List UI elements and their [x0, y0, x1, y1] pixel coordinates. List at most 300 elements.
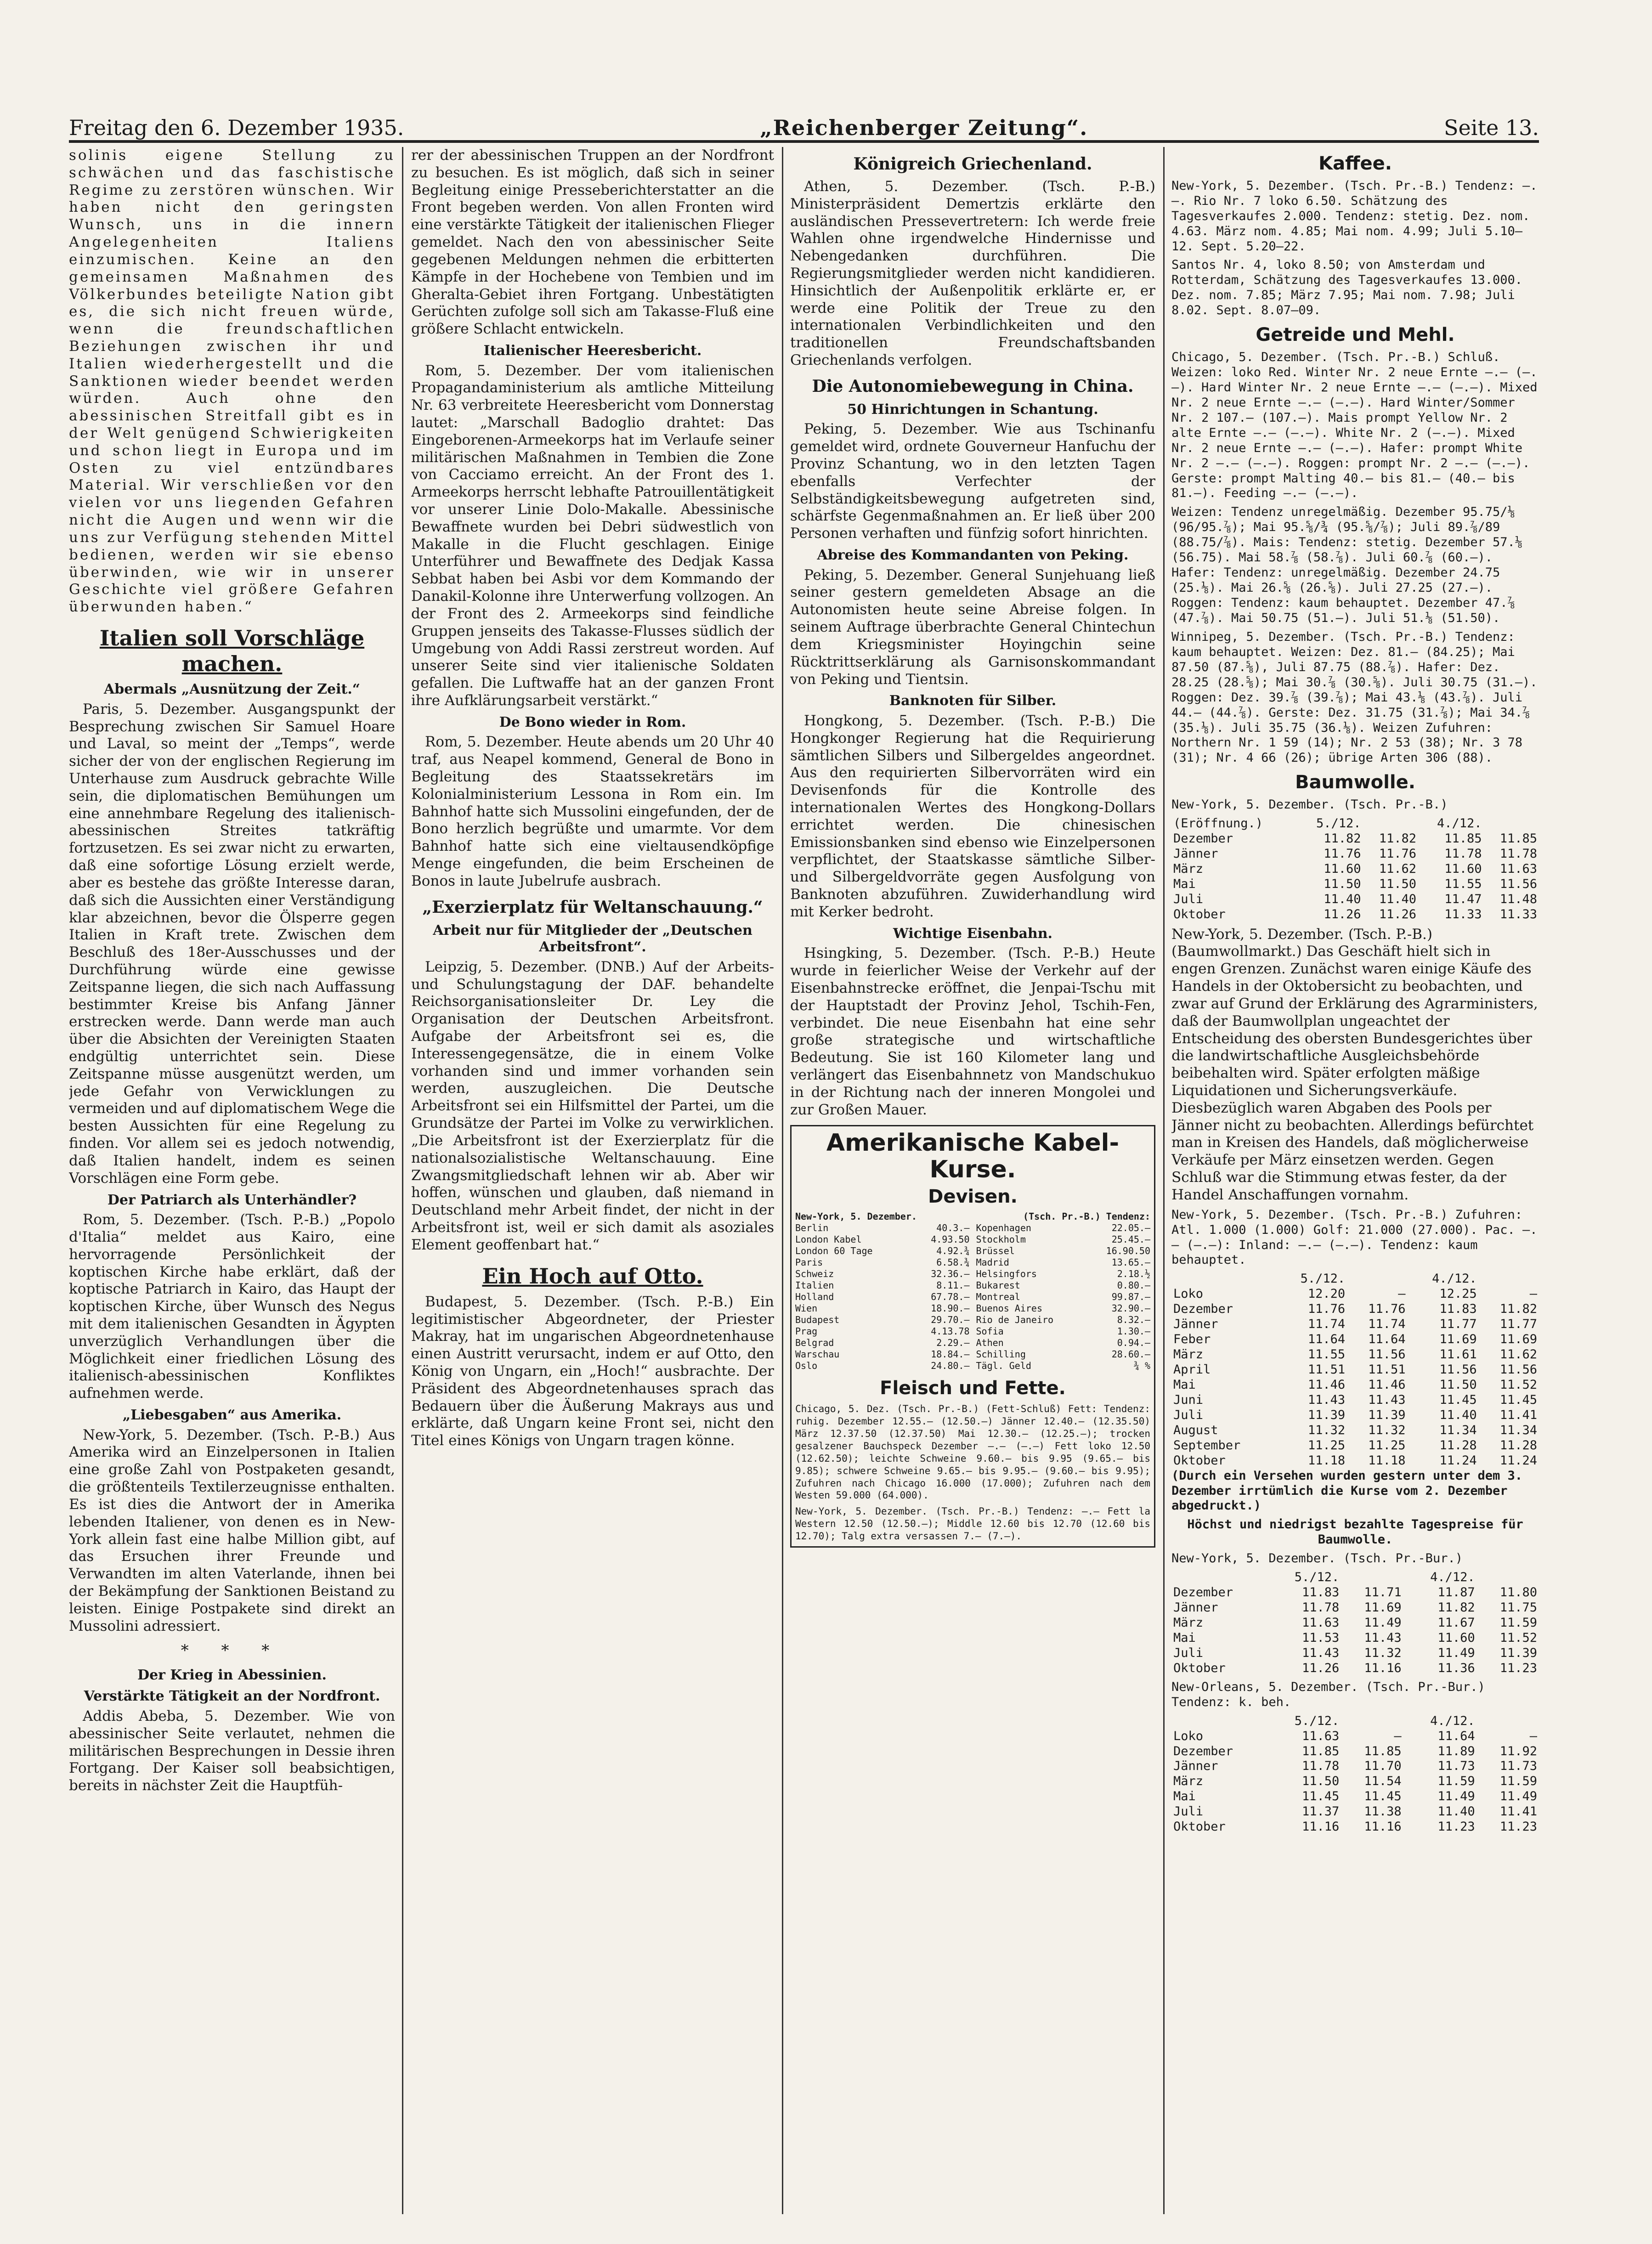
price-row: [1171, 1393, 1539, 1408]
rate-currency: Berlin: [795, 1222, 829, 1233]
price-month: Oktober: [1173, 907, 1226, 921]
price-value: 11.59: [1499, 1774, 1537, 1789]
price-row: [1171, 1744, 1539, 1759]
price-table: [1171, 1714, 1539, 1835]
price-value: [1341, 1570, 1403, 1585]
rate-value: 67.78.—: [931, 1291, 970, 1302]
article-paragraph: Hongkong, 5. Dezember. (Tsch. P.-B.) Die Hongkonger Regierung hat die Requirierung sämtlichen Silbers und Silbergeldes angeordnet. Aus den requirierten Silbervorräten wird ein Devisenfonds für die Kontrolle des internationalen Wertes des Hongkong-Dollars errichtet werden. Die chinesischen Emissionsbanken sind ebenso wie Einzelpersonen verpflichtet, der Staatskasse sämtliche Silber- und Silbergeldvorräte gegen Ausfolgung von Banknoten abzuführen. Zuwiderhandlung wird mit Kerker bedroht.: [790, 712, 1155, 920]
rate-value: 99.87.—: [1111, 1291, 1150, 1302]
article-paragraph: Budapest, 5. Dezember. (Tsch. P.-B.) Ein legitimistischer Abgeordneter, der Priester Makray, hat im ungarischen Abgeordnetenhause einen Austritt verursacht, indem er auf Otto, den König von Ungarn, ein „Hoch!“ ausbrachte. Der Präsident des Abgeordnetenhauses sprach das Bedauern über die Äußerung Makrays aus und erklärte, daß Ungarn keine Front sei, nicht den Titel eines Königs von Ungarn tragen könne.: [411, 1293, 774, 1449]
rate-row: [795, 1280, 970, 1291]
market-report: Winnipeg, 5. Dezember. (Tsch. Pr.-B.) Tendenz: kaum behauptet. Weizen: Dez. 81.— (84.25); Mai 87.50 (87.⅝), Juli 87.75 (88.⅞). Hafer: Dez. 28.25 (28.⅝); Mai 30.⅞ (30.⅝). Juli 30.75 (31.—). Roggen: Dez. 39.⅞ (39.⅞); Mai 43.⅛ (43.⅞). Juli 44.— (44.⅞). Gerste: Dez. 31.75 (31.⅞); Mai 34.⅞ (35.⅛). Juli 35.75 (36.⅛). Weizen Zufuhren: Northern Nr. 1 59 (14); Nr. 2 53 (38); Nr. 3 78 (31); Nr. 4 66 (26); übrige Arten 306 (88).: [1171, 629, 1538, 765]
price-value: 11.64: [1307, 1332, 1346, 1347]
article-paragraph: Rom, 5. Dezember. Der vom italienischen Propagandaministerium als amtliche Mitteilung Nr. 63 verbreitete Heeresbericht vom Donnerstag lautet: „Marschall Badoglio drahtet: Das Eingeborenen-Armeekorps hat im Verlaufe seiner militärischen Maßnahmen in Tembien die Zone von Cacciamo erreicht. An der Front des 1. Armeekorps herrscht lebhafte Patrouillentätigkeit vor unserer Linie Dolo-Makalle. Abessinische Bewaffnete wurden bei Debri südwestlich von Makalle in die Flucht geschlagen. Einige Unterführer und Bewaffnete des Dedjak Kassa Sebbat haben bei Asbi vor dem Kommando der Danakil-Kolonne ihre Unterwerfung vollzogen. An der Front des 2. Armeekorps sind feindliche Gruppen jenseits des Takasse-Flusses südlich der Umgebung von Addi Rassi zerstreut worden. Auf unserer Seite sind vier italienische Soldaten gefallen. Die Luftwaffe hat an der ganzen Front ihre Aufklärungsarbeit verstärkt.“: [411, 362, 774, 709]
rate-currency: Wien: [795, 1302, 818, 1314]
rate-currency: London 60 Tage: [795, 1245, 873, 1256]
rate-row: [795, 1257, 970, 1268]
price-value: 11.63: [1301, 1616, 1340, 1630]
rates-table: [795, 1211, 1150, 1372]
rate-row: [976, 1314, 1151, 1326]
price-value: 11.18: [1307, 1453, 1346, 1468]
price-value: 11.33: [1499, 907, 1537, 921]
price-value: 11.28: [1499, 1438, 1537, 1453]
price-value: 11.87: [1437, 1585, 1475, 1600]
price-month: Juli: [1173, 1407, 1204, 1422]
price-month: Loko: [1173, 1729, 1204, 1743]
rate-value: 29.70.—: [931, 1314, 970, 1325]
price-value: —: [1398, 1287, 1406, 1301]
header-page-number: Seite 13.: [1444, 115, 1539, 140]
price-month: [1171, 1272, 1276, 1287]
price-value: 4./12.: [1432, 1272, 1477, 1286]
headline: Ein Hoch auf Otto.: [482, 1263, 703, 1289]
rate-row: [795, 1314, 970, 1326]
article-paragraph: Peking, 5. Dezember. Wie aus Tschinanfu gemeldet wird, ordnete Gouverneur Hanfuchu der Provinz Schantung, wo in den letzten Tagen ebenfalls Verfechter der Selbständigkeitsbewegung aufgetreten sind, schärfste Gegenmaßnahmen an. Er ließ über 200 Personen verhaften und fünfzig sofort hinrichten.: [790, 421, 1155, 542]
header-date: Freitag den 6. Dezember 1935.: [69, 115, 404, 140]
price-month: Oktober: [1173, 1453, 1226, 1468]
price-value: 11.82: [1324, 831, 1361, 846]
price-month: März: [1173, 1774, 1204, 1789]
rate-row: [976, 1268, 1151, 1280]
price-value: 11.80: [1499, 1585, 1537, 1600]
rate-row: [795, 1303, 970, 1314]
price-value: 11.69: [1439, 1332, 1477, 1347]
price-value: 11.39: [1307, 1407, 1346, 1422]
price-value: —: [1394, 1729, 1402, 1743]
rate-value: 1.30.—: [1117, 1325, 1150, 1337]
rate-value: 25.45.—: [1111, 1233, 1150, 1245]
price-row: [1171, 1729, 1539, 1744]
price-month: Loko: [1173, 1287, 1204, 1301]
market-report: Weizen: Tendenz unregelmäßig. Dezember 95.75/⅛ (96/95.⅞); Mai 95.⅝/¾ (95.⅝/⅞); Juli 89.⅞/89 (88.75/⅞). Mais: Tendenz: stetig. Dezember 57.⅛ (56.75). Mai 58.⅞ (58.⅞). Juli 60.⅞ (60.—). Hafer: Tendenz: unregelmäßig. Dezember 24.75 (25.⅛). Mai 26.⅝ (26.⅝). Juli 27.25 (27.—). Roggen: Tendenz: kaum behauptet. Dezember 47.⅞ (47.⅞). Mai 50.75 (51.—). Juli 51.⅛ (51.50).: [1171, 505, 1523, 625]
price-value: 11.70: [1364, 1759, 1402, 1774]
rate-row: [795, 1234, 970, 1245]
rate-row: [976, 1257, 1151, 1268]
price-row: [1171, 1362, 1539, 1378]
price-value: 11.49: [1499, 1789, 1537, 1804]
price-value: 12.20: [1307, 1287, 1346, 1301]
rate-currency: Budapest: [795, 1314, 840, 1325]
price-month: Juni: [1173, 1392, 1204, 1407]
price-value: 11.64: [1437, 1729, 1475, 1743]
price-value: 11.50: [1301, 1774, 1340, 1789]
rate-currency: Schilling: [976, 1348, 1026, 1360]
column-3: [790, 147, 1155, 2214]
price-row: [1171, 816, 1539, 831]
price-value: 11.50: [1324, 876, 1361, 891]
market-report: New-York, 5. Dezember. (Tsch. Pr.-B.) Zufuhren: Atl. 1.000 (1.000) Golf: 21.000 (27.000). Pac. —.— (—.—): Inland: —.— (—.—). Tendenz: kaum behauptet.: [1171, 1207, 1538, 1267]
price-value: 11.85: [1499, 831, 1537, 846]
price-value: 11.45: [1301, 1789, 1340, 1804]
price-value: 11.41: [1499, 1804, 1537, 1819]
rate-row: [976, 1337, 1151, 1349]
price-value: 11.25: [1307, 1438, 1346, 1453]
price-month: August: [1173, 1423, 1218, 1437]
newspaper-page: [69, 99, 1539, 2221]
price-value: 11.67: [1437, 1616, 1475, 1630]
price-value: 11.56: [1499, 1362, 1537, 1377]
price-month: Jänner: [1173, 846, 1218, 861]
rate-row: [795, 1337, 970, 1349]
rate-value: 4.13.78: [931, 1325, 970, 1337]
rate-value: 8.11.—: [936, 1279, 970, 1291]
price-value: 5./12.: [1300, 1272, 1346, 1286]
price-value: 11.64: [1368, 1332, 1406, 1347]
price-value: 11.61: [1439, 1347, 1477, 1362]
price-month: April: [1173, 1362, 1211, 1377]
price-value: 11.55: [1444, 876, 1482, 891]
price-row: [1171, 1570, 1539, 1585]
price-row: [1171, 1423, 1539, 1438]
price-row: [1171, 1378, 1539, 1393]
rate-currency: Oslo: [795, 1360, 818, 1371]
price-month: Dezember: [1173, 1302, 1233, 1317]
rate-value: 32.90.—: [1111, 1302, 1150, 1314]
rate-value: 28.60.—: [1111, 1348, 1150, 1360]
price-value: 11.40: [1439, 1407, 1477, 1422]
price-month: Mai: [1173, 1377, 1196, 1392]
page-header: [69, 99, 1539, 143]
rate-row: [795, 1360, 970, 1372]
rate-value: 0.94.—: [1117, 1337, 1150, 1348]
price-month: Dezember: [1173, 1744, 1233, 1758]
price-value: 11.69: [1499, 1332, 1537, 1347]
price-value: 11.62: [1379, 861, 1417, 876]
rate-value: 24.80.—: [931, 1360, 970, 1371]
price-month: (Eröffnung.): [1173, 816, 1263, 831]
rate-value: 13.65.—: [1111, 1256, 1150, 1268]
headline: Wichtige Eisenbahn.: [893, 925, 1052, 942]
price-value: 11.40: [1324, 892, 1361, 906]
price-row: [1171, 1774, 1539, 1789]
price-month: Mai: [1173, 1789, 1196, 1804]
price-value: 4./12.: [1430, 1570, 1475, 1585]
price-value: 11.39: [1499, 1645, 1537, 1660]
price-row: [1171, 1804, 1539, 1820]
price-value: 11.45: [1364, 1789, 1402, 1804]
price-row: [1171, 847, 1539, 862]
price-value: 11.92: [1499, 1744, 1537, 1758]
rate-row: [976, 1280, 1151, 1291]
price-month: Jänner: [1173, 1317, 1218, 1332]
rate-value: 32.36.—: [931, 1268, 970, 1279]
price-table: [1171, 1570, 1539, 1676]
price-value: 11.43: [1301, 1645, 1340, 1660]
rate-value: 16.90.50: [1106, 1245, 1150, 1256]
market-report: New-York, 5. Dezember. (Tsch. P.-B.) (Baumwollmarkt.) Das Geschäft hielt sich in engen Grenzen. Zunächst waren einige Käufe des Handels in der Oktobersicht zu beobachten, und zwar auf Grund der Erklärung des Agrarministers, daß der Baumwollplan ungeachtet der Entscheidung des obersten Bundesgerichtes über die landwirtschaftliche Ausgleichsbehörde beibehalten wird. Später erfolgten mäßige Liquidationen und Sicherungsverkäufe. Diesbezüglich waren Abgaben des Pools per Jänner nicht zu beobachten. Allerdings befürchtet man in Kreisen des Handels, daß möglicherweise Verkäufe per März einsetzen werden. Gegen Schluß war die Stimmung etwas fester, da der Handel Anschaffungen vornahm.: [1171, 926, 1538, 1203]
meat-headline: Fleisch und Fette.: [880, 1377, 1066, 1399]
market-report: New-Orleans, 5. Dezember. (Tsch. Pr.-Bur.) Tendenz: k. beh.: [1171, 1679, 1485, 1709]
article-paragraph: Rom, 5. Dezember. (Tsch. P.-B.) „Popolo d'Italia“ meldet aus Kairo, eine hervorragende Persönlichkeit der koptischen Kirche habe erklärt, daß der koptische Patriarch in Kairo, das Haupt der koptischen Kirche, über Wunsch des Negus mit dem italienischen Gesandten in Ägypten unverzüglich Verhandlungen über die Möglichkeit einer friedlichen Lösung des italienisch-abessinischen Konfliktes aufnehmen werde.: [69, 1211, 395, 1402]
price-value: 11.78: [1301, 1600, 1340, 1615]
price-row: [1171, 1585, 1539, 1600]
price-value: 11.18: [1368, 1453, 1406, 1468]
rates-subtitle: Devisen.: [928, 1186, 1018, 1207]
price-row: [1171, 1714, 1539, 1729]
rate-currency: Madrid: [976, 1256, 1009, 1268]
price-value: 11.32: [1364, 1645, 1402, 1660]
headline: Königreich Griechenland.: [853, 154, 1092, 174]
market-report: Chicago, 5. Dezember. (Tsch. Pr.-B.) Schluß. Weizen: loko Red. Winter Nr. 2 neue Ernte —.— (—.—). Hard Winter Nr. 2 neue Ernte —.— (—.—). Mixed Nr. 2 neue Ernte —.— (—.—). Hard Winter/Sommer Nr. 2 107.— (107.—). Mais prompt Yellow Nr. 2 alte Ernte —.— (—.—). White Nr. 2 (—.—). Mixed Nr. 2 neue Ernte —.— (—.—). Hafer: prompt White Nr. 2 —.— (—.—). Roggen: prompt Nr. 2 —.— (—.—). Gerste: prompt Malting 40.— bis 81.— (40.— bis 81.—). Feeding —.— (—.—).: [1171, 350, 1538, 501]
rate-currency: Belgrad: [795, 1337, 834, 1348]
rate-currency: London Kabel: [795, 1233, 862, 1245]
price-value: 11.45: [1499, 1392, 1537, 1407]
price-value: 11.34: [1439, 1423, 1477, 1437]
headline: Der Patriarch als Unterhändler?: [107, 1192, 357, 1208]
price-value: 11.82: [1437, 1600, 1475, 1615]
price-month: Oktober: [1173, 1820, 1226, 1834]
headline: „Liebesgaben“ aus Amerika.: [122, 1407, 342, 1424]
rate-row: [976, 1222, 1151, 1234]
rate-currency: Brüssel: [976, 1245, 1015, 1256]
rate-value: 40.3.—: [936, 1222, 970, 1233]
rate-row: [795, 1268, 970, 1280]
rates-title: Amerikanische Kabel-Kurse.: [826, 1129, 1120, 1183]
rate-row: [795, 1326, 970, 1337]
exchange-rates-box: [790, 1125, 1155, 1548]
rate-currency: Holland: [795, 1291, 834, 1302]
headline: Der Krieg in Abessinien.: [137, 1667, 327, 1683]
article-paragraph: Athen, 5. Dezember. (Tsch. P.-B.) Ministerpräsident Demertzis erklärte den ausländischen Pressevertretern: Ich werde freie Wahlen ohne irgendwelche Hindernisse und Nebengedanken durchführen. Die Regierungsmitglieder werden nicht kandidieren. Hinsichtlich der Außenpolitik erklärte er, er werde eine Politik der Treue zu den internationalen Verbindlichkeiten und den traditionellen Freundschaftsbanden Griechenlands verfolgen.: [790, 178, 1155, 369]
price-value: 11.56: [1499, 876, 1537, 891]
price-row: [1171, 1820, 1539, 1835]
price-value: 11.39: [1368, 1407, 1406, 1422]
headline: Italienischer Heeresbericht.: [483, 342, 702, 359]
price-row: [1171, 1438, 1539, 1453]
price-row: [1171, 877, 1539, 892]
price-value: 11.76: [1307, 1302, 1346, 1317]
rate-value: 4.92.¾: [936, 1245, 970, 1256]
price-month: [1171, 1570, 1267, 1585]
price-value: 11.77: [1439, 1317, 1477, 1332]
price-value: 11.40: [1379, 892, 1417, 906]
rate-value: ¾ %: [1133, 1360, 1150, 1371]
price-value: 11.75: [1499, 1600, 1537, 1615]
price-value: 11.74: [1368, 1317, 1406, 1332]
rate-value: 18.84.—: [931, 1348, 970, 1360]
price-value: 11.51: [1368, 1362, 1406, 1377]
column-2: [411, 147, 774, 2214]
rate-currency: Helsingfors: [976, 1268, 1037, 1279]
rate-currency: Warschau: [795, 1348, 840, 1360]
price-month: März: [1173, 1347, 1204, 1362]
price-month: Jänner: [1173, 1600, 1218, 1615]
price-row: [1171, 862, 1539, 877]
rate-row: [976, 1326, 1151, 1337]
price-value: 11.33: [1444, 907, 1482, 921]
price-value: 11.76: [1324, 846, 1361, 861]
price-value: 11.56: [1439, 1362, 1477, 1377]
headline: Italien soll Vorschläge machen.: [99, 625, 365, 677]
subheadline: Verstärkte Tätigkeit an der Nordfront.: [84, 1688, 380, 1705]
price-month: Dezember: [1173, 1585, 1233, 1600]
price-row: [1171, 1408, 1539, 1423]
price-value: 11.60: [1444, 861, 1482, 876]
headline: De Bono wieder in Rom.: [499, 714, 686, 730]
rate-currency: Sofia: [976, 1325, 1004, 1337]
price-value: [1363, 816, 1419, 831]
price-value: 11.56: [1368, 1347, 1406, 1362]
rate-row: [976, 1360, 1151, 1372]
price-value: 4./12.: [1430, 1713, 1475, 1728]
rate-row: [795, 1222, 970, 1234]
headline: Banknoten für Silber.: [889, 693, 1057, 709]
price-row: [1171, 892, 1539, 907]
price-row: [1171, 1453, 1539, 1469]
price-value: 11.85: [1364, 1744, 1402, 1758]
column-rule: [782, 147, 783, 2214]
price-value: 11.59: [1437, 1774, 1475, 1789]
price-value: 11.82: [1379, 831, 1417, 846]
price-value: 11.23: [1499, 1661, 1537, 1675]
price-value: 11.78: [1301, 1759, 1340, 1774]
price-value: 11.76: [1379, 846, 1417, 861]
price-month: März: [1173, 861, 1204, 876]
price-value: 11.48: [1499, 892, 1537, 906]
rate-currency: Athen: [976, 1337, 1004, 1348]
price-month: Juli: [1173, 892, 1204, 906]
rates-header-right: (Tsch. Pr.-B.) Tendenz:: [1023, 1210, 1150, 1222]
price-value: 11.24: [1499, 1453, 1537, 1468]
headline: Abreise des Kommandanten von Peking.: [817, 547, 1129, 564]
rate-value: 6.58.¾: [936, 1256, 970, 1268]
price-value: 11.47: [1444, 892, 1482, 906]
article-paragraph: solinis eigene Stellung zu schwächen und das faschistische Regime zu zerstören wünschen. Wir haben nicht den geringsten Wunsch, uns in die innern Angelegenheiten Italiens einzumischen. Keine an den gemeinsamen Maßnahmen des Völkerbundes beteiligte Nation gibt es, die sich nicht freuen würde, wenn die freundschaftlichen Beziehungen zwischen ihr und Italien wiederhergestellt und die Sanktionen wieder beendet werden würden. Auch ohne den abessinischen Streitfall gibt es in der Welt genügend Schwierigkeiten und schon liegt in Europa und im Osten zu viel entzündbares Material. Wir verschließen vor den vielen vor uns liegenden Gefahren nicht die Augen und wenn wir die uns zur Verfügung stehenden Mittel bedienen, werden wir sie ebenso überwinden, wie wir in unserer Geschichte viel größere Gefahren überwunden haben.“: [69, 147, 395, 616]
price-value: 11.74: [1307, 1317, 1346, 1332]
price-value: 11.82: [1499, 1302, 1537, 1317]
price-value: 11.83: [1439, 1302, 1477, 1317]
rate-value: 18.90.—: [931, 1302, 970, 1314]
price-value: 11.52: [1499, 1630, 1537, 1645]
price-value: 11.37: [1301, 1804, 1340, 1819]
price-value: 11.77: [1499, 1317, 1537, 1332]
price-value: 5./12.: [1294, 1713, 1340, 1728]
meat-report: Chicago, 5. Dez. (Tsch. Pr.-B.) (Fett-Schluß) Fett: Tendenz: ruhig. Dezember 12.55.— (12.50.—) Jänner 12.40.— (12.35.50) März 12.37.50 (12.37.50) Mai 12.30.— (12.25.—); trocken gesalzener Bauchspeck Dezember —.— (—.—) Fett loko 12.50 (12.62.50); leichte Schweine 9.60.— bis 9.95 (9.65.— bis 9.85); schwere Schweine 9.65.— bis 9.95.— (9.60.— bis 9.95); Zufuhren nach Chicago 16.000 (17.000); Zufuhren nach dem Westen 59.000 (64.000).: [795, 1403, 1150, 1501]
rate-currency: Paris: [795, 1256, 823, 1268]
price-month: Juli: [1173, 1804, 1204, 1819]
market-report: Santos Nr. 4, loko 8.50; von Amsterdam und Rotterdam, Schätzung des Tagesverkaufes 13.000. Dez. nom. 7.85; März 7.95; Mai nom. 7.98; Juli 8.02. Sept. 8.07–09.: [1171, 258, 1523, 318]
price-value: 11.63: [1499, 861, 1537, 876]
price-value: 11.28: [1439, 1438, 1477, 1453]
rate-value: 2.29.—: [936, 1337, 970, 1348]
price-value: 11.26: [1379, 907, 1417, 921]
article-paragraph: Paris, 5. Dezember. Ausgangspunkt der Besprechung zwischen Sir Samuel Hoare und Laval, so meint der „Temps“, werde sicher der von der englischen Regierung im Unterhause zum Ausdruck gebrachte Wille sein, die diplomatischen Bemühungen um eine annehmbare Regelung des italienisch-abessinischen Streites tatkräftig fortzusetzen. Es sei zwar nicht zu erwarten, daß eine sofortige Lösung erzielt werde, aber es bestehe das größte Interesse daran, daß sich die Aussichten einer Verständigung klar abzeichnen, bevor die Ölsperre gegen Italien in Kraft trete. Zwischen dem Beschluß des 18er-Ausschusses und der Durchführung würde eine gewisse Zeitspanne liegen, die sich nach Auffassung bestimmter Kreise bis Anfang Jänner erstrecken werde. Dann werde man auch über die Absichten der Vereinigten Staaten endgültig unterrichtet sein. Diese Zeitspanne müsse ausgenützt werden, um jede Gefahr von Verwicklungen zu vermeiden und auf diplomatischem Wege die besten Aussichten für eine Regelung zu finden. Vor allem sei es jedoch notwendig, daß Italien handelt, indem es seinen Vorschlägen eine Form gebe.: [69, 701, 395, 1187]
price-table: [1171, 816, 1539, 922]
article-paragraph: New-York, 5. Dezember. (Tsch. P.-B.) Aus Amerika wird an Einzelpersonen in Italien eine große Zahl von Postpaketen gesandt, die größtenteils Textilerzeugnisse enthalten. Es ist dies die Antwort der in Amerika lebenden Italiener, von denen es in New-York allein fast eine halbe Million gibt, auf das Ersuchen ihrer Freunde und Verwandten im alten Vaterlande, ihnen bei der Bekämpfung der Sanktionen Beistand zu leisten. Einige Postpakete sind direkt an Mussolini adressiert.: [69, 1426, 395, 1634]
price-value: 11.32: [1307, 1423, 1346, 1437]
column-4: [1171, 147, 1539, 2214]
price-value: 11.43: [1368, 1392, 1406, 1407]
price-value: 5./12.: [1316, 816, 1361, 831]
rate-currency: Italien: [795, 1279, 834, 1291]
rate-currency: Rio de Janeiro: [976, 1314, 1054, 1325]
article-paragraph: Peking, 5. Dezember. General Sunjehuang ließ seiner gestern gemeldeten Absage an die Autonomisten heute seine Abreise folgen. In seinem Auftrage überbrachte General Chintechun dem Kriegsminister Hoyingchin seine Rücktrittserklärung als Garnisonskommandant von Peking und Tientsin.: [790, 566, 1155, 688]
price-value: 11.23: [1499, 1820, 1537, 1834]
rate-row: [795, 1245, 970, 1257]
price-value: 11.85: [1444, 831, 1482, 846]
price-month: Mai: [1173, 876, 1196, 891]
columns: [69, 147, 1539, 2214]
price-value: 11.41: [1499, 1407, 1537, 1422]
price-value: 11.34: [1499, 1423, 1537, 1437]
price-row: [1171, 1616, 1539, 1631]
price-value: —: [1529, 1729, 1537, 1743]
price-row: [1171, 1661, 1539, 1676]
price-value: [1347, 1272, 1407, 1287]
price-value: 11.16: [1364, 1661, 1402, 1675]
rate-currency: Buenos Aires: [976, 1302, 1042, 1314]
subheadline: Abermals „Ausnützung der Zeit.“: [103, 681, 361, 698]
price-value: 11.38: [1364, 1804, 1402, 1819]
price-row: [1171, 1332, 1539, 1347]
price-row: [1171, 1600, 1539, 1616]
market-note: (Durch ein Versehen wurden gestern unter dem 3. Dezember irrtümlich die Kurse vom 2. Dezember abgedruckt.): [1171, 1468, 1523, 1513]
rate-currency: Bukarest: [976, 1279, 1020, 1291]
price-value: 5./12.: [1294, 1570, 1340, 1585]
price-row: [1171, 831, 1539, 847]
rate-row: [976, 1234, 1151, 1245]
column-1: [69, 147, 395, 2214]
price-value: 11.45: [1439, 1392, 1477, 1407]
price-value: 11.71: [1364, 1585, 1402, 1600]
rate-row: [976, 1303, 1151, 1314]
price-value: 11.50: [1379, 876, 1417, 891]
price-value: 11.53: [1301, 1630, 1340, 1645]
price-value: 11.73: [1437, 1759, 1475, 1774]
price-row: [1171, 1631, 1539, 1646]
article-paragraph: rer der abessinischen Truppen an der Nordfront zu besuchen. Es ist möglich, daß sich in seiner Begleitung einige Presseberichterstatter an die Front begeben werden. Von allen Fronten wird eine verstärkte Tätigkeit der italienischen Flieger gemeldet. Nach den von abessinischer Seite gegebenen Meldungen nehmen die erbitterten Kämpfe in der Hochebene von Tembien und im Gheralta-Gebiet ihren Fortgang. Unbestätigten Gerüchten zufolge soll sich am Takasse-Fluß eine größere Schlacht entwickeln.: [411, 147, 774, 338]
price-value: [1477, 1570, 1539, 1585]
rate-currency: Prag: [795, 1325, 818, 1337]
price-value: 11.43: [1307, 1392, 1346, 1407]
price-month: März: [1173, 1616, 1204, 1630]
rate-row: [795, 1291, 970, 1303]
rate-row: [976, 1245, 1151, 1257]
price-value: 11.69: [1364, 1600, 1402, 1615]
column-rule: [1163, 147, 1165, 2214]
price-value: 11.40: [1437, 1804, 1475, 1819]
rates-header-left: New-York, 5. Dezember.: [795, 1210, 917, 1222]
price-value: 11.63: [1301, 1729, 1340, 1743]
subheadline: Arbeit nur für Mitglieder der „Deutschen Arbeitsfront“.: [433, 922, 752, 955]
price-value: [1479, 1272, 1539, 1287]
rate-currency: Kopenhagen: [976, 1222, 1031, 1233]
price-value: 11.89: [1437, 1744, 1475, 1758]
market-report: New-York, 5. Dezember. (Tsch. Pr.-B.): [1171, 797, 1448, 812]
headline: Die Autonomiebewegung in China.: [812, 376, 1134, 396]
price-month: September: [1173, 1438, 1241, 1453]
price-value: 11.49: [1437, 1645, 1475, 1660]
rate-currency: Stockholm: [976, 1233, 1026, 1245]
price-row: [1171, 1759, 1539, 1774]
subheadline: 50 Hinrichtungen in Schantung.: [847, 401, 1098, 418]
price-value: 11.25: [1368, 1438, 1406, 1453]
price-value: 11.50: [1439, 1377, 1477, 1392]
price-value: 12.25: [1439, 1287, 1477, 1301]
price-value: 11.60: [1437, 1630, 1475, 1645]
rate-value: 8.32.—: [1117, 1314, 1150, 1325]
price-month: Juli: [1173, 1645, 1204, 1660]
price-value: 11.49: [1364, 1616, 1402, 1630]
price-value: 11.23: [1437, 1820, 1475, 1834]
price-value: 11.60: [1324, 861, 1361, 876]
price-value: 11.54: [1364, 1774, 1402, 1789]
price-value: 11.46: [1368, 1377, 1406, 1392]
price-row: [1171, 1347, 1539, 1362]
price-value: 11.55: [1307, 1347, 1346, 1362]
price-value: 11.26: [1324, 907, 1361, 921]
price-month: Oktober: [1173, 1661, 1226, 1675]
